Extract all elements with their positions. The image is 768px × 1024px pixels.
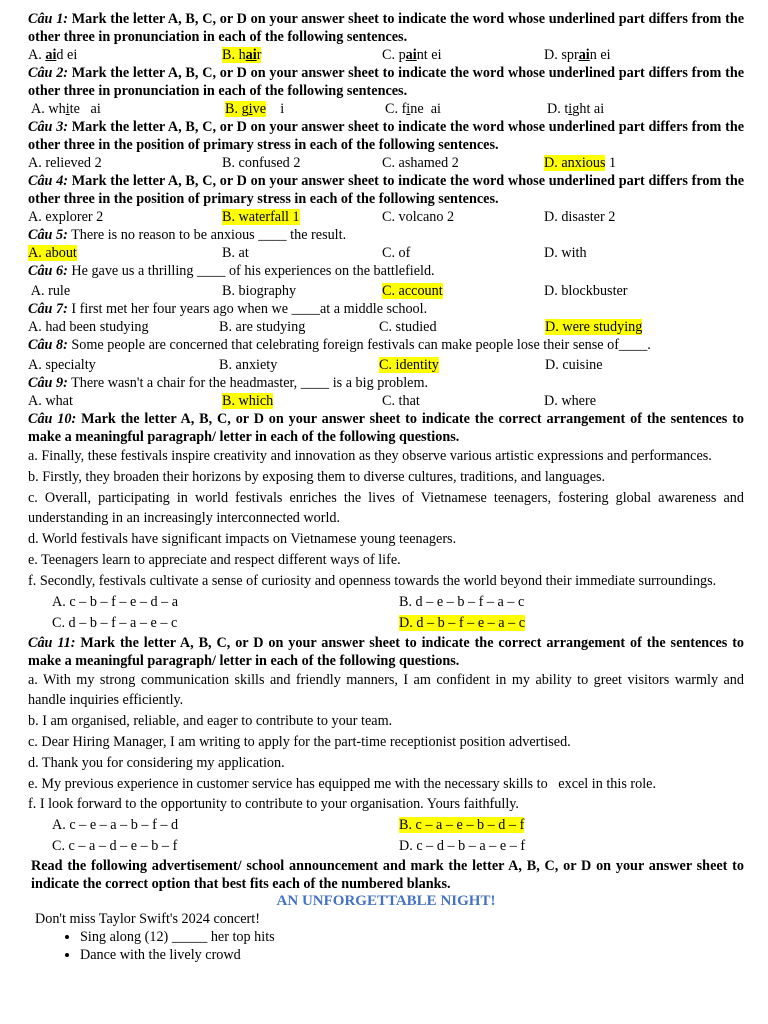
option-c: C. of [382,245,411,261]
answer-highlight: C. identity [379,357,439,373]
answer-highlight: D. d – b – f – e – a – c [399,614,526,631]
answer-highlight: D. anxious [544,155,606,171]
question-text: I first met her four years ago when we ____at a middle school. [67,301,428,317]
sentence-b: b. I am organised, reliable, and eager to contribute to your team. [28,713,393,730]
option-a: A. specialty [28,357,96,373]
advertisement-title: AN UNFORGETTABLE NIGHT! [276,893,496,910]
option-d: D. c – d – b – a – e – f [399,838,526,855]
arrangement-options-row [28,592,744,613]
options-row [28,208,744,226]
arrangement-options-row [28,815,744,836]
question-text: Some people are concerned that celebrating foreign festivals can make people lose their sense of____. [67,337,651,353]
question-instruction: Mark the letter A, B, C, or D on your answer sheet to indicate the correct arrangement of the sentences to make a meaningful paragraph/ letter in each of the following questions. [28,411,745,445]
options-row [28,244,744,262]
option-a: A. aid ei [28,47,78,63]
question-label: Câu 6: [28,263,68,279]
reading-instruction: Read the following advertisement/ school announcement and mark the letter A, B, C, or D on your answer sheet to indicate the correct option that best fits each of the numbered blanks. [31,858,744,893]
option-d: D. disaster 2 [544,209,616,225]
question-label: Câu 1: [28,11,69,27]
option-c: C. volcano 2 [382,209,455,225]
option-c: C. studied [379,319,437,335]
answer-highlight: C. account [382,283,443,299]
option-b [222,392,382,410]
option-b [222,46,382,64]
question-label: Câu 5: [28,227,68,243]
option-a: A. had been studying [28,319,149,335]
question-label: Câu 3: [28,119,69,135]
question-label: Câu 10: [28,411,77,427]
question-instruction: Mark the letter A, B, C, or D on your answer sheet to indicate the word whose underlined part differs from the other three in pronunciation in each of the following sentences. [28,11,745,45]
sentence-c: c. Overall, participating in world festivals enriches the lives of Vietnamese teenagers, fostering global awareness and understanding in an increasingly interconnected world. [28,489,744,527]
options-row [28,100,744,118]
sentence-f: f. Secondly, festivals cultivate a sense of curiosity and openness towards the world beyond their immediate surroundings. [28,572,717,589]
sentence-a: a. With my strong communication skills and friendly manners, I am confident in my ability to greet visitors warmly and handle inquiries efficiently. [28,671,744,709]
option-b: B. give i [225,101,285,117]
option-d: D. tight ai [547,101,605,117]
options-row [28,46,744,64]
answer-highlight: B. hair [222,47,262,63]
option-b [399,815,524,836]
options-row [28,318,744,336]
question-label: Câu 11: [28,634,76,651]
option-c: C. c – a – d – e – b – f [52,838,178,855]
question-label: Câu 2: [28,65,69,81]
option-b: B. d – e – b – f – a – c [399,593,525,610]
question-label: Câu 4: [28,173,69,189]
question-7 [28,300,744,318]
question-9 [28,374,744,392]
option-c: C. fine ai [385,101,441,117]
answer-highlight: B. give [225,101,267,117]
question-label: Câu 8: [28,337,68,353]
option-a: A. c – e – a – b – f – d [52,817,179,834]
sentence-a: a. Finally, these festivals inspire creativity and innovation as they observe various artistic expressions and performances. [28,448,712,464]
advertisement-intro: Don't miss Taylor Swift's 2024 concert! [35,911,260,928]
option-d: D. with [544,245,587,261]
question-1 [28,10,744,46]
sentence-e: e. Teenagers learn to appreciate and respect different ways of life. [28,551,401,568]
option-c: C. paint ei [382,47,442,63]
option-a: A. rule [28,283,71,299]
question-10 [28,410,744,446]
question-4 [28,172,744,208]
question-instruction: Mark the letter A, B, C, or D on your answer sheet to indicate the word whose underlined part differs from the other three in pronunciation in each of the following sentences. [28,65,745,99]
question-instruction: Mark the letter A, B, C, or D on your answer sheet to indicate the correct arrangement of the sentences to make a meaningful paragraph/ letter in each of the following questions. [28,634,745,669]
option-c: C. that [382,393,420,409]
question-5 [28,226,744,244]
option-b: B. are studying [219,319,306,335]
sentence-e: e. My previous experience in customer service has equipped me with the necessary skills to excel in this role. [28,775,657,792]
question-11 [28,634,744,670]
question-text: He gave us a thrilling ____ of his experiences on the battlefield. [67,263,435,279]
answer-highlight: B. c – a – e – b – d – f [399,817,525,834]
option-b: B. confused 2 [222,155,301,171]
question-8 [28,336,744,354]
option-d: D. sprain ei [544,47,611,63]
question-text: There is no reason to be anxious ____ the result. [67,227,347,243]
arrangement-options-row [28,836,744,857]
option-b: B. anxiety [219,357,278,373]
option-c: C. d – b – f – a – e – c [52,614,178,631]
option-c: C. ashamed 2 [382,155,459,171]
options-row [28,392,744,410]
arrangement-options-row [28,613,744,634]
sentence-d: d. Thank you for considering my application. [28,754,285,771]
option-b [222,208,382,226]
options-row [28,154,744,172]
option-d [399,613,525,634]
question-text: There wasn't a chair for the headmaster, ____ is a big problem. [67,375,429,391]
option-d [545,318,642,336]
question-label: Câu 7: [28,301,68,317]
sentence-c: c. Dear Hiring Manager, I am writing to apply for the part-time receptionist position advertised. [28,733,571,750]
option-c [379,356,545,374]
question-6 [28,262,744,280]
options-row [28,282,744,300]
sentence-b: b. Firstly, they broaden their horizons by exposing them to diverse cultures, traditions, and languages. [28,468,606,485]
question-3 [28,118,744,154]
option-a: A. what [28,393,73,409]
option-a: A. relieved 2 [28,155,102,171]
sentence-d: d. World festivals have significant impacts on Vietnamese young teenagers. [28,531,457,548]
options-row [28,356,744,374]
option-c [382,282,544,300]
option-a [28,244,222,262]
question-instruction: Mark the letter A, B, C, or D on your answer sheet to indicate the word whose underlined part differs from the other three in the position of primary stress in each of the following sentences. [28,119,745,153]
answer-highlight: D. were studying [545,319,643,335]
option-d: D. cuisine [545,357,603,373]
bullet-item: • Dance with the lively crowd [80,946,744,964]
question-label: Câu 9: [28,375,68,391]
sentence-f: f. I look forward to the opportunity to contribute to your organisation. Yours faithfully. [28,796,519,813]
question-instruction: Mark the letter A, B, C, or D on your answer sheet to indicate the word whose underlined part differs from the other three in the position of primary stress in each of the following sentences. [28,173,745,207]
answer-highlight: B. which [222,393,274,409]
option-d: D. anxious 1 [544,155,617,171]
option-b: B. at [222,245,249,261]
option-a: A. c – b – f – e – d – a [52,593,179,610]
option-a: A. explorer 2 [28,209,104,225]
option-d: D. where [544,393,596,409]
option-b: B. biography [222,283,297,299]
option-a: A. white ai [31,101,101,117]
answer-highlight: A. about [28,245,77,261]
bullet-item: • Sing along (12) _____ her top hits [80,928,744,946]
answer-highlight: B. waterfall 1 [222,209,300,225]
advertisement-bullets [28,928,744,964]
option-d: D. blockbuster [544,283,628,299]
question-2 [28,64,744,100]
